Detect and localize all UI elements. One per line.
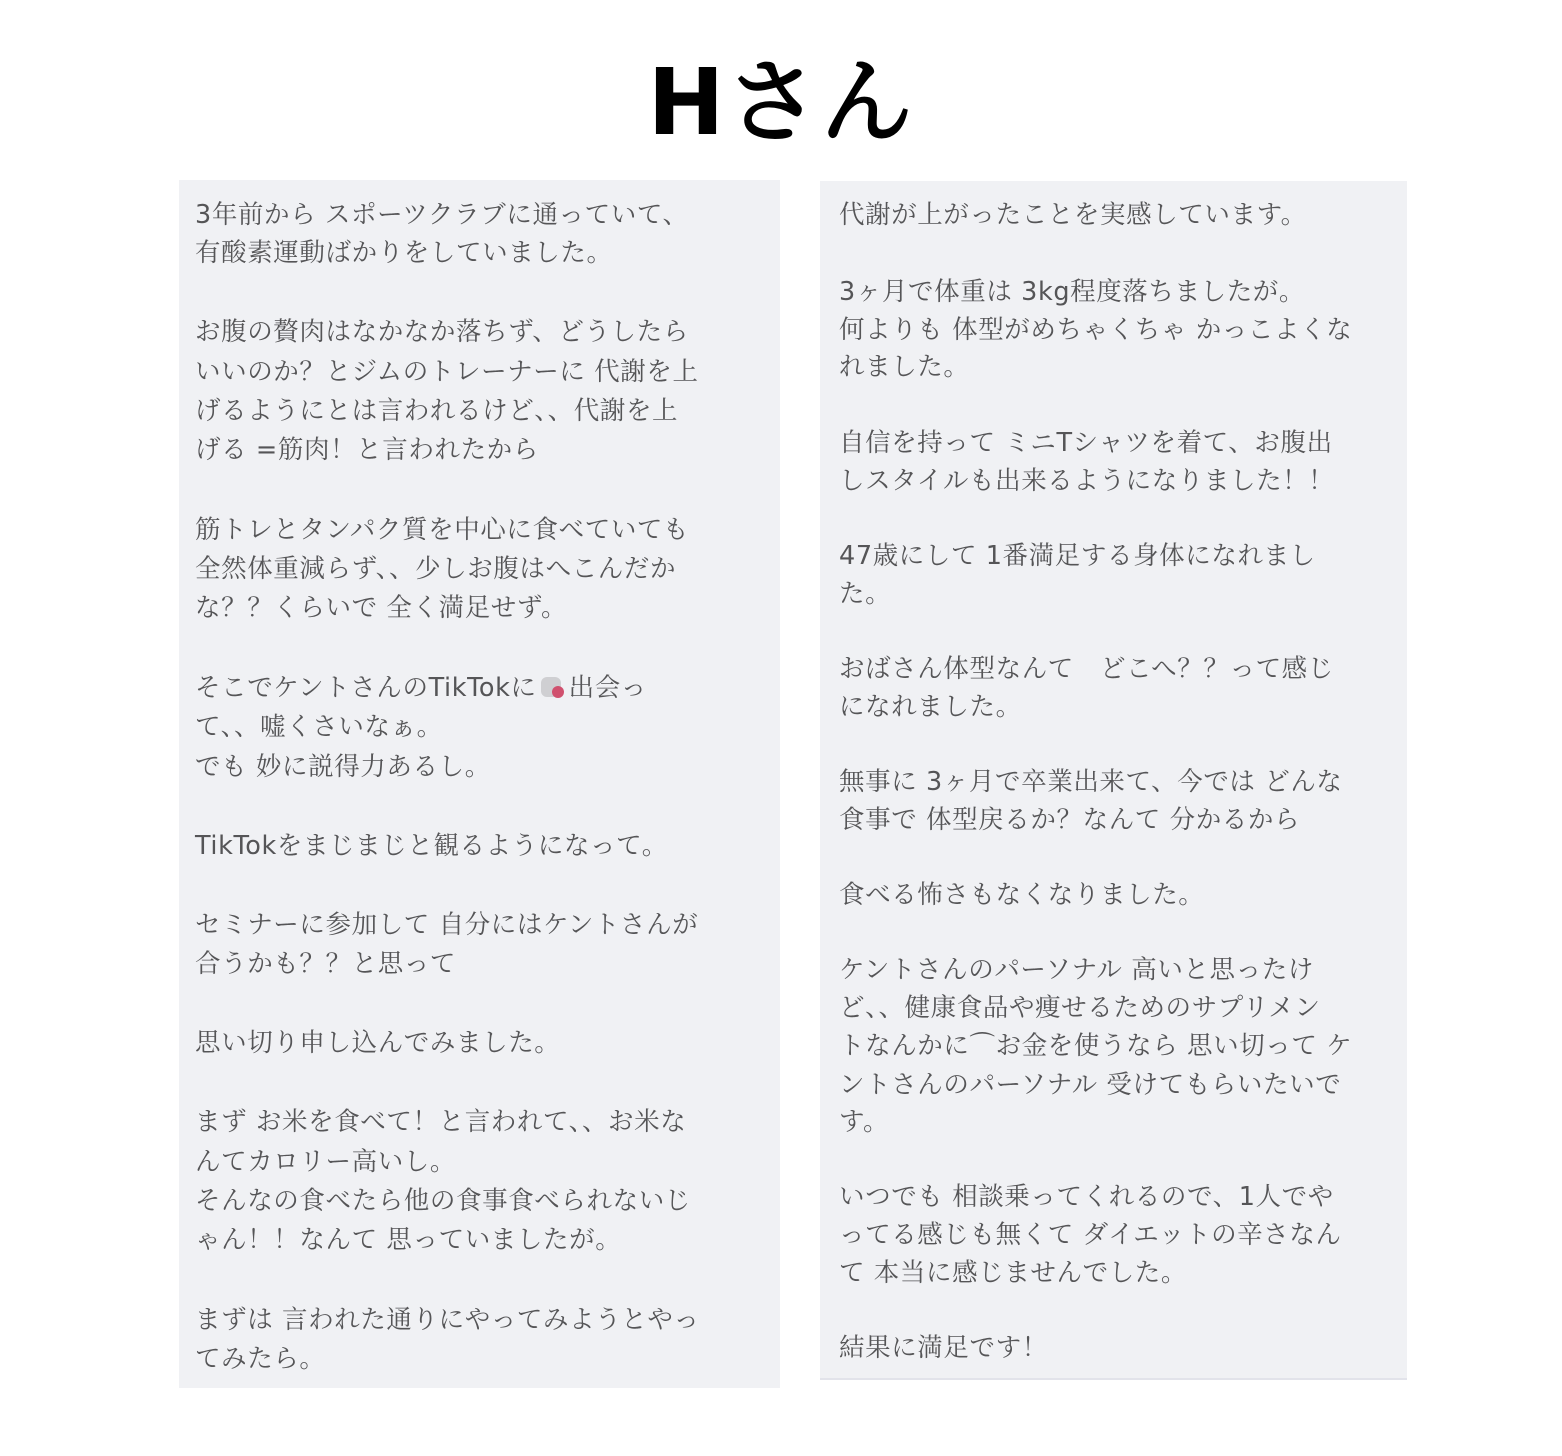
text-line: 3ヶ月で体重は 3kg程度落ちましたが。 bbox=[839, 277, 1306, 307]
text-line: セミナーに参加して 自分にはケントさんが bbox=[195, 910, 699, 940]
text-line: 食べる怖さもなくなりました。 bbox=[839, 880, 1205, 910]
text-line: まず お米を食べて！と言われて、、お米な bbox=[195, 1107, 687, 1137]
bear-heart-emoji-icon bbox=[538, 674, 568, 700]
text-line: お腹の贅肉はなかなか落ちず、どうしたら bbox=[195, 317, 689, 347]
text-line: んてカロリー高いし。 bbox=[195, 1147, 457, 1177]
text-line: 無事に 3ヶ月で卒業出来て、今では どんな bbox=[839, 767, 1343, 797]
text-line: げる =筋肉！と言われたから bbox=[195, 435, 539, 465]
text-segment: そこでケントさんのTikTokに bbox=[195, 673, 537, 703]
text-line-with-emoji bbox=[195, 671, 647, 705]
text-line: ゃん！！なんて 思っていましたが。 bbox=[195, 1225, 622, 1255]
page-title: Hさん bbox=[647, 49, 915, 156]
text-line: 筋トレとタンパク質を中心に食べていても bbox=[195, 515, 690, 545]
testimonial-panel-right bbox=[820, 181, 1407, 1380]
text-line: まずは 言われた通りにやってみようとやっ bbox=[195, 1305, 700, 1335]
text-line: になれました。 bbox=[839, 692, 1022, 722]
text-line: しスタイルも出来るようになりました！！ bbox=[839, 466, 1335, 496]
text-line: な？？くらいで 全く満足せず。 bbox=[195, 593, 568, 623]
text-line: トなんかに⌒お金を使うなら 思い切って ケ bbox=[839, 1031, 1353, 1061]
text-line: ってる感じも無くて ダイエットの辛さなん bbox=[839, 1220, 1342, 1250]
text-line: TikTokをまじまじと観るようになって。 bbox=[195, 831, 668, 861]
text-line: 自信を持って ミニTシャツを着て、お腹出 bbox=[839, 428, 1333, 458]
text-line: ントさんのパーソナル 受けてもらいたいで bbox=[839, 1070, 1342, 1100]
text-line: いいのか？とジムのトレーナーに 代謝を上 bbox=[195, 357, 699, 387]
text-line: いつでも 相談乗ってくれるので、1人でや bbox=[839, 1182, 1334, 1212]
testimonial-panel-left bbox=[179, 180, 780, 1388]
text-line: でも 妙に説得力あるし。 bbox=[195, 752, 491, 782]
text-line: ど、、健康食品や痩せるためのサプリメン bbox=[839, 993, 1321, 1023]
text-line: 結果に満足です！ bbox=[839, 1333, 1048, 1363]
text-line: げるようにとは言われるけど、、代謝を上 bbox=[195, 396, 679, 426]
text-segment: 出会っ bbox=[568, 673, 647, 703]
text-line: 全然体重減らず、、少しお腹はへこんだか bbox=[195, 554, 677, 584]
text-line: て 本当に感じませんでした。 bbox=[839, 1258, 1188, 1288]
text-line: ケントさんのパーソナル 高いと思ったけ bbox=[839, 955, 1314, 985]
text-line: 合うかも？？と思って bbox=[195, 949, 457, 979]
text-line: す。 bbox=[839, 1107, 890, 1137]
text-line: た。 bbox=[839, 579, 892, 609]
text-line: 何よりも 体型がめちゃくちゃ かっこよくな bbox=[839, 315, 1353, 345]
text-line: てみたら。 bbox=[195, 1344, 326, 1374]
text-line: 食事で 体型戻るか？なんて 分かるから bbox=[839, 805, 1301, 835]
text-line: て、、嘘くさいなぁ。 bbox=[195, 712, 443, 742]
text-line: そんなの食べたら他の食事食べられないじ bbox=[195, 1186, 691, 1216]
text-line: 47歳にして 1番満足する身体になれまし bbox=[839, 541, 1316, 571]
text-line: おばさん体型なんて どこへ？？って感じ bbox=[839, 654, 1334, 684]
text-line: 有酸素運動ばかりをしていました。 bbox=[195, 238, 613, 268]
text-line: れました。 bbox=[839, 352, 970, 382]
text-line: 思い切り申し込んでみました。 bbox=[195, 1028, 561, 1058]
heart-shape bbox=[552, 686, 564, 698]
text-line: 代謝が上がったことを実感しています。 bbox=[839, 200, 1307, 230]
text-line: 3年前から スポーツクラブに通っていて、 bbox=[195, 200, 689, 230]
